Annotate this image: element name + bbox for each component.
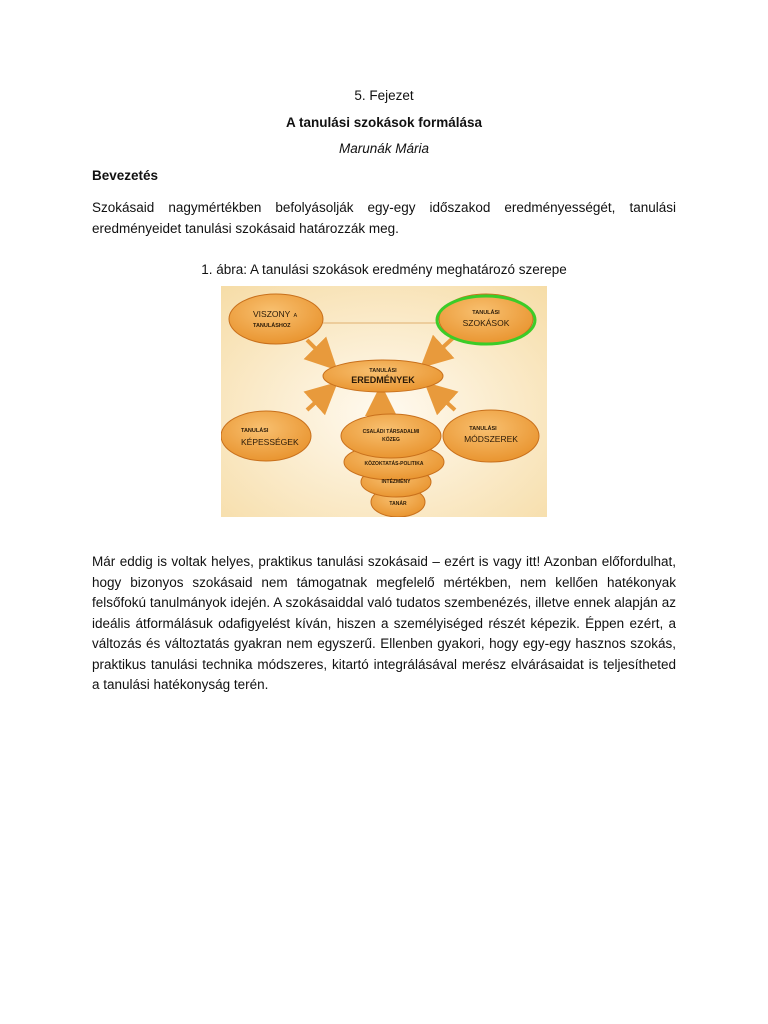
node-csaladi-line2: KÖZEG bbox=[382, 437, 400, 443]
node-eredmenyek-big: EREDMÉNYEK bbox=[351, 375, 415, 385]
node-kepessegek bbox=[221, 411, 311, 461]
node-intezmeny-label: INTÉZMÉNY bbox=[381, 479, 411, 485]
node-viszony-line1-small: A bbox=[293, 313, 298, 319]
learning-habits-diagram bbox=[221, 286, 547, 517]
node-eredmenyek-small: TANULÁSI bbox=[369, 368, 397, 374]
node-szokasok-big: SZOKÁSOK bbox=[462, 318, 510, 328]
author-name: Marunák Mária bbox=[338, 141, 430, 156]
node-tanar-label: TANÁR bbox=[389, 501, 407, 507]
svg-text:VISZONY A bbox=[253, 309, 298, 319]
node-modszerek-big: MÓDSZEREK bbox=[464, 434, 518, 444]
body-paragraph: Már eddig is voltak helyes, praktikus tanulási szokásaid – ezért is vagy itt! Azonban előfordulhat, hogy bizonyos szokásaid nem támogatnak megfelelő mértékben, nem kellően hatékonyak felsőfokú tanulmányok idején. A szokásaiddal való tudatos szembenézés, illetve ennek alapján az ideális átformálásuk odafigyelést kíván, hiszen a személyiséged részét képezik. Éppen ezért, a változás és változtatás gyakran nem egyszerű. Ellenben gyakori, hogy egy-egy hasznos szokás, praktikus tanulási technika módszeres, kitartó integrálásával merész elvárásaidat is teljesítheted a tanulási hatékonyság terén. bbox=[92, 554, 676, 692]
node-csaladi-line1: CSALÁDI TÁRSADALMI bbox=[362, 429, 420, 435]
node-szokasok-small: TANULÁSI bbox=[472, 310, 500, 316]
node-viszony bbox=[229, 294, 323, 344]
node-viszony-line2: TANULÁSHOZ bbox=[253, 323, 291, 329]
section-heading: Bevezetés bbox=[92, 168, 159, 183]
chapter-title: A tanulási szokások formálása bbox=[285, 115, 483, 130]
node-csaladi bbox=[341, 414, 441, 458]
node-modszerek-small: TANULÁSI bbox=[469, 426, 497, 432]
node-kozoktatas-label: KÖZOKTATÁS-POLITIKA bbox=[364, 461, 424, 467]
figure-caption: 1. ábra: A tanulási szokások eredmény meghatározó szerepe bbox=[201, 262, 567, 277]
node-kepessegek-small: TANULÁSI bbox=[241, 428, 269, 434]
node-kepessegek-big: KÉPESSÉGEK bbox=[241, 437, 299, 447]
node-viszony-line1: VISZONY bbox=[253, 309, 291, 319]
intro-paragraph: Szokásaid nagymértékben befolyásolják egy-egy időszakod eredményességét, tanulási eredményeidet tanulási szokásaid határozzák meg. bbox=[92, 200, 676, 236]
chapter-number: 5. Fejezet bbox=[354, 88, 414, 103]
